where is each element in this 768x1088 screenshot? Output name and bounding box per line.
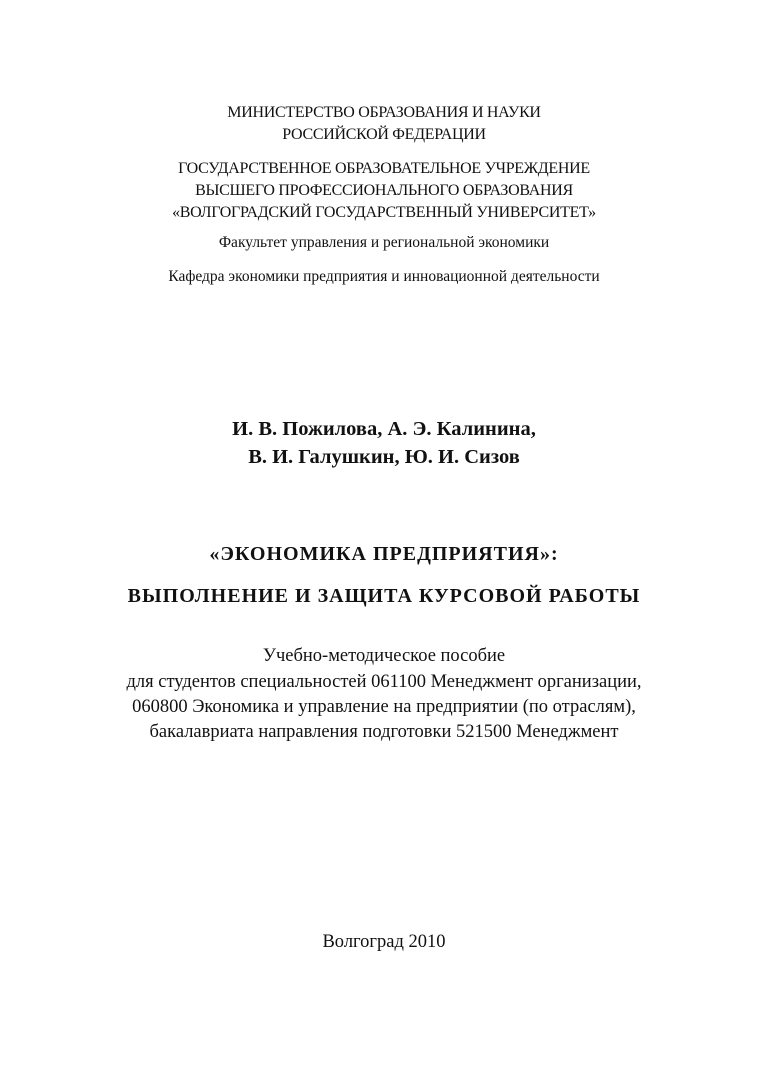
authors-line-2: В. И. Галушкин, Ю. И. Сизов: [248, 446, 520, 468]
description-line-4: бакалавриата направления подготовки 521500 Менеджмент: [149, 722, 619, 742]
description-line-3: 060800 Экономика и управление на предприятии (по отраслям),: [132, 697, 636, 717]
city-year: Волгоград 2010: [322, 932, 446, 952]
ministry-line-2: РОССИЙСКОЙ ФЕДЕРАЦИИ: [282, 126, 486, 143]
institution-line-3: «ВОЛГОГРАДСКИЙ ГОСУДАРСТВЕННЫЙ УНИВЕРСИТЕТ»: [172, 204, 596, 221]
faculty-name: Факультет управления и региональной экономики: [218, 234, 550, 251]
book-title-line-2: ВЫПОЛНЕНИЕ И ЗАЩИТА КУРСОВОЙ РАБОТЫ: [127, 585, 641, 607]
book-title-line-1: «ЭКОНОМИКА ПРЕДПРИЯТИЯ»:: [209, 543, 559, 565]
ministry-line-1: МИНИСТЕРСТВО ОБРАЗОВАНИЯ И НАУКИ: [227, 104, 541, 121]
description-line-1: Учебно-методическое пособие: [262, 646, 506, 666]
description-line-2: для студентов специальностей 061100 Менеджмент организации,: [126, 672, 642, 692]
institution-line-2: ВЫСШЕГО ПРОФЕССИОНАЛЬНОГО ОБРАЗОВАНИЯ: [195, 182, 573, 199]
department-name: Кафедра экономики предприятия и инновационной деятельности: [168, 268, 600, 285]
authors-line-1: И. В. Пожилова, А. Э. Калинина,: [232, 418, 536, 440]
institution-line-1: ГОСУДАРСТВЕННОЕ ОБРАЗОВАТЕЛЬНОЕ УЧРЕЖДЕНИЕ: [178, 160, 590, 177]
